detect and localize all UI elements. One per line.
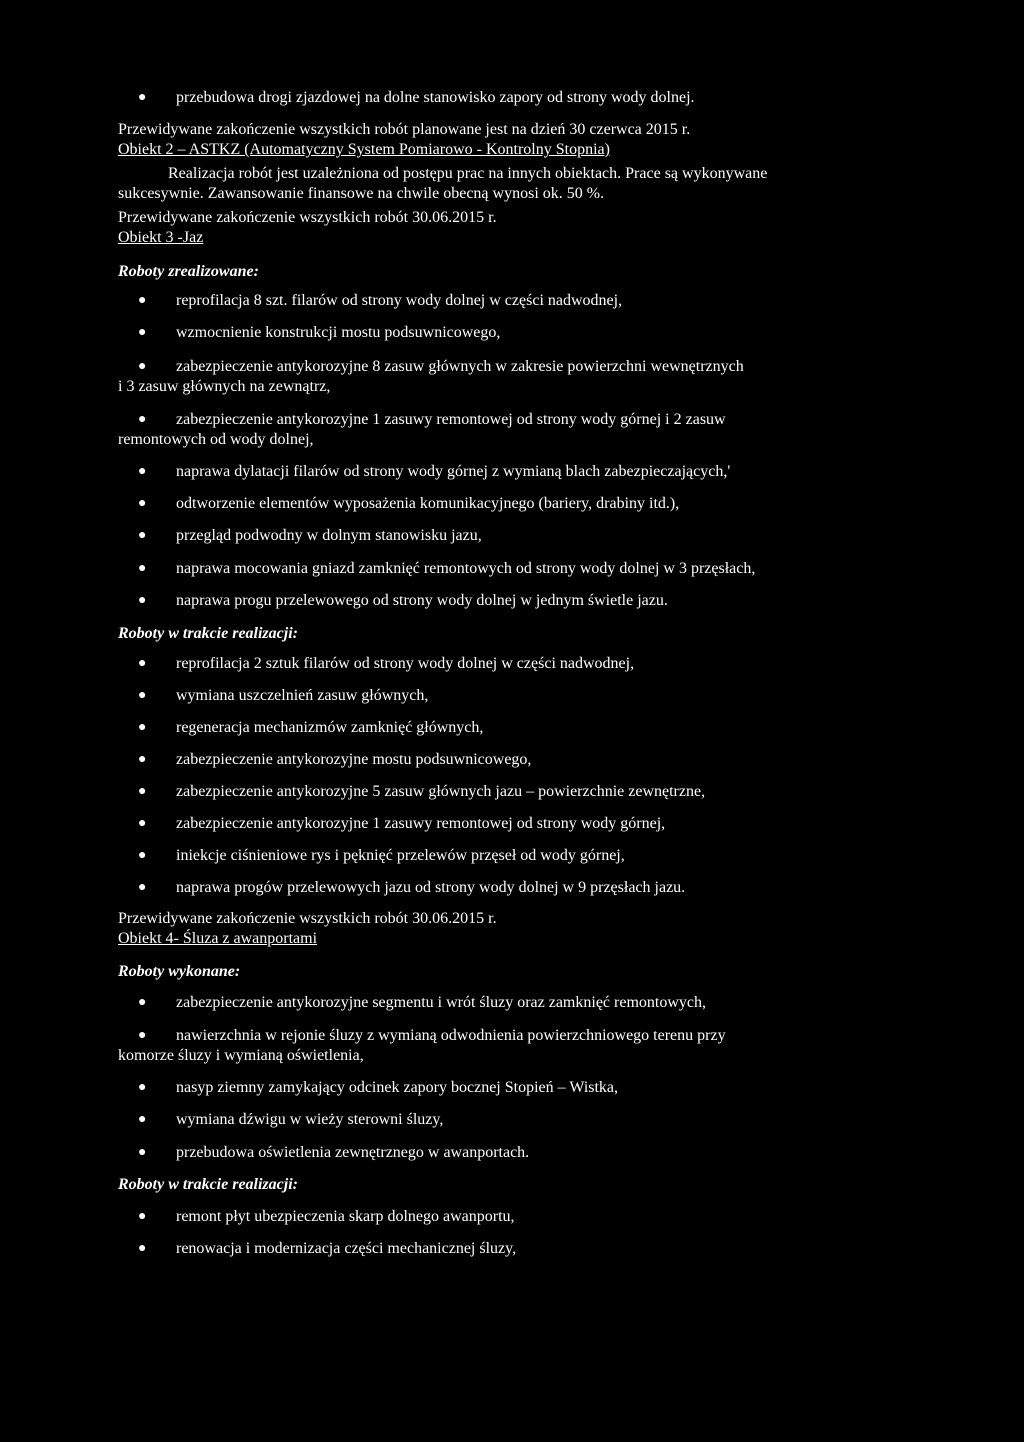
list-item-continuation: i 3 zasuw głównych na zewnątrz, <box>118 378 331 395</box>
list-item <box>138 654 884 674</box>
list-item-text: iniekcje ciśnieniowe rys i pęknięć przelewów przęseł od wody górnej, <box>176 847 625 864</box>
bullet-icon: ● <box>138 1209 147 1224</box>
list-item-text: odtworzenie elementów wyposażenia komunikacyjnego (bariery, drabiny itd.), <box>176 495 680 512</box>
list-item-text: reprofilacja 2 sztuk filarów od strony wody dolnej w części nadwodnej, <box>176 655 635 672</box>
list-item <box>138 1110 884 1130</box>
object-3-title: Obiekt 3 -Jaz <box>118 229 204 246</box>
list-item <box>138 1078 884 1098</box>
object-2-title: Obiekt 2 – ASTKZ (Automatyczny System Pomiarowo - Kontrolny Stopnia) <box>118 141 610 158</box>
list-item-text: reprofilacja 8 szt. filarów od strony wody dolnej w części nadwodnej, <box>176 292 623 309</box>
list-item <box>118 357 884 397</box>
bullet-icon: ● <box>138 720 147 735</box>
list-item-text: zabezpieczenie antykorozyjne 5 zasuw głównych jazu – powierzchnie zewnętrzne, <box>176 783 706 800</box>
bullet-icon: ● <box>138 90 147 105</box>
list-item-text: wymiana uszczelnień zasuw głównych, <box>176 687 429 704</box>
bullet-icon: ● <box>138 325 147 340</box>
list-item <box>138 846 884 866</box>
completion-note: Przewidywane zakończenie wszystkich robót planowane jest na dzień 30 czerwca 2015 r. <box>118 121 691 138</box>
list-item-text: nawierzchnia w rejonie śluzy z wymianą odwodnienia powierzchniowego terenu przy <box>176 1027 726 1044</box>
list-item-continuation: komorze śluzy i wymianą oświetlenia, <box>118 1047 364 1064</box>
list-item-text: przebudowa drogi zjazdowej na dolne stanowisko zapory od strony wody dolnej. <box>176 89 695 106</box>
bullet-icon: ● <box>138 1145 147 1160</box>
list-item-text: wymiana dźwigu w wieży sterowni śluzy, <box>176 1111 444 1128</box>
list-item <box>138 1239 884 1259</box>
list-item <box>138 291 884 311</box>
list-item-text: przebudowa oświetlenia zewnętrznego w awanportach. <box>176 1144 530 1161</box>
list-item <box>138 750 884 770</box>
list-item <box>138 782 884 802</box>
bullet-icon: ● <box>138 464 147 479</box>
bullet-icon: ● <box>138 656 147 671</box>
list-item <box>138 993 884 1013</box>
list-item <box>138 1207 884 1227</box>
list-item <box>138 878 884 898</box>
bullet-icon: ● <box>138 412 147 427</box>
bullet-icon: ● <box>138 561 147 576</box>
bullet-icon: ● <box>138 293 147 308</box>
bullet-icon: ● <box>138 995 147 1010</box>
bullet-icon: ● <box>138 752 147 767</box>
list-item-text: zabezpieczenie antykorozyjne 8 zasuw głównych w zakresie powierzchni wewnętrznych <box>176 358 744 375</box>
bullet-icon: ● <box>138 359 147 374</box>
section-heading: Roboty zrealizowane: <box>118 263 259 280</box>
bullet-icon: ● <box>138 816 147 831</box>
list-item-text: naprawa progu przelewowego od strony wody dolnej w jednym świetle jazu. <box>176 592 668 609</box>
bullet-icon: ● <box>138 848 147 863</box>
paragraph-line: sukcesywnie. Zawansowanie finansowe na chwile obecną wynosi ok. 50 %. <box>118 185 605 202</box>
list-item-continuation: remontowych od wody dolnej, <box>118 431 314 448</box>
bullet-icon: ● <box>138 593 147 608</box>
list-item-text: regeneracja mechanizmów zamknięć głównych, <box>176 719 484 736</box>
list-item <box>138 494 884 514</box>
list-item-text: zabezpieczenie antykorozyjne mostu podsuwnicowego, <box>176 751 532 768</box>
bullet-icon: ● <box>138 688 147 703</box>
list-item-text: naprawa mocowania gniazd zamknięć remontowych od strony wody dolnej w 3 przęsłach, <box>176 560 756 577</box>
paragraph-line: Realizacja robót jest uzależniona od postępu prac na innych obiektach. Prace są wykonywane <box>168 165 768 182</box>
list-item <box>138 559 884 579</box>
list-item <box>138 686 884 706</box>
list-item-text: przegląd podwodny w dolnym stanowisku jazu, <box>176 527 482 544</box>
completion-note: Przewidywane zakończenie wszystkich robót 30.06.2015 r. <box>118 910 497 927</box>
list-item <box>118 1026 884 1066</box>
list-item-text: zabezpieczenie antykorozyjne 1 zasuwy remontowej od strony wody górnej, <box>176 815 666 832</box>
bullet-icon: ● <box>138 1112 147 1127</box>
section-heading: Roboty wykonane: <box>118 963 241 980</box>
list-item <box>118 410 884 450</box>
completion-note: Przewidywane zakończenie wszystkich robót 30.06.2015 r. <box>118 209 497 226</box>
list-item <box>138 1143 884 1163</box>
list-item <box>138 718 884 738</box>
list-item-text: naprawa progów przelewowych jazu od strony wody dolnej w 9 przęsłach jazu. <box>176 879 686 896</box>
list-item <box>138 814 884 834</box>
bullet-icon: ● <box>138 528 147 543</box>
bullet-icon: ● <box>138 1028 147 1043</box>
list-item <box>138 462 884 482</box>
section-heading: Roboty w trakcie realizacji: <box>118 625 298 642</box>
list-item <box>138 526 884 546</box>
list-item-text: nasyp ziemny zamykający odcinek zapory bocznej Stopień – Wistka, <box>176 1079 619 1096</box>
list-item-text: wzmocnienie konstrukcji mostu podsuwnicowego, <box>176 324 501 341</box>
bullet-icon: ● <box>138 1080 147 1095</box>
list-item-text: zabezpieczenie antykorozyjne 1 zasuwy remontowej od strony wody górnej i 2 zasuw <box>176 411 726 428</box>
list-item <box>138 323 884 343</box>
list-item-text: zabezpieczenie antykorozyjne segmentu i wrót śluzy oraz zamknięć remontowych, <box>176 994 706 1011</box>
list-item-text: renowacja i modernizacja części mechanicznej śluzy, <box>176 1240 517 1257</box>
bullet-icon: ● <box>138 1241 147 1256</box>
list-item-text: naprawa dylatacji filarów od strony wody górnej z wymianą blach zabezpieczających,' <box>176 463 731 480</box>
bullet-icon: ● <box>138 496 147 511</box>
object-4-title: Obiekt 4- Śluza z awanportami <box>118 930 318 947</box>
bullet-icon: ● <box>138 784 147 799</box>
section-heading: Roboty w trakcie realizacji: <box>118 1176 298 1193</box>
bullet-icon: ● <box>138 880 147 895</box>
list-item <box>138 591 884 611</box>
list-item <box>138 88 884 108</box>
list-item-text: remont płyt ubezpieczenia skarp dolnego awanportu, <box>176 1208 515 1225</box>
